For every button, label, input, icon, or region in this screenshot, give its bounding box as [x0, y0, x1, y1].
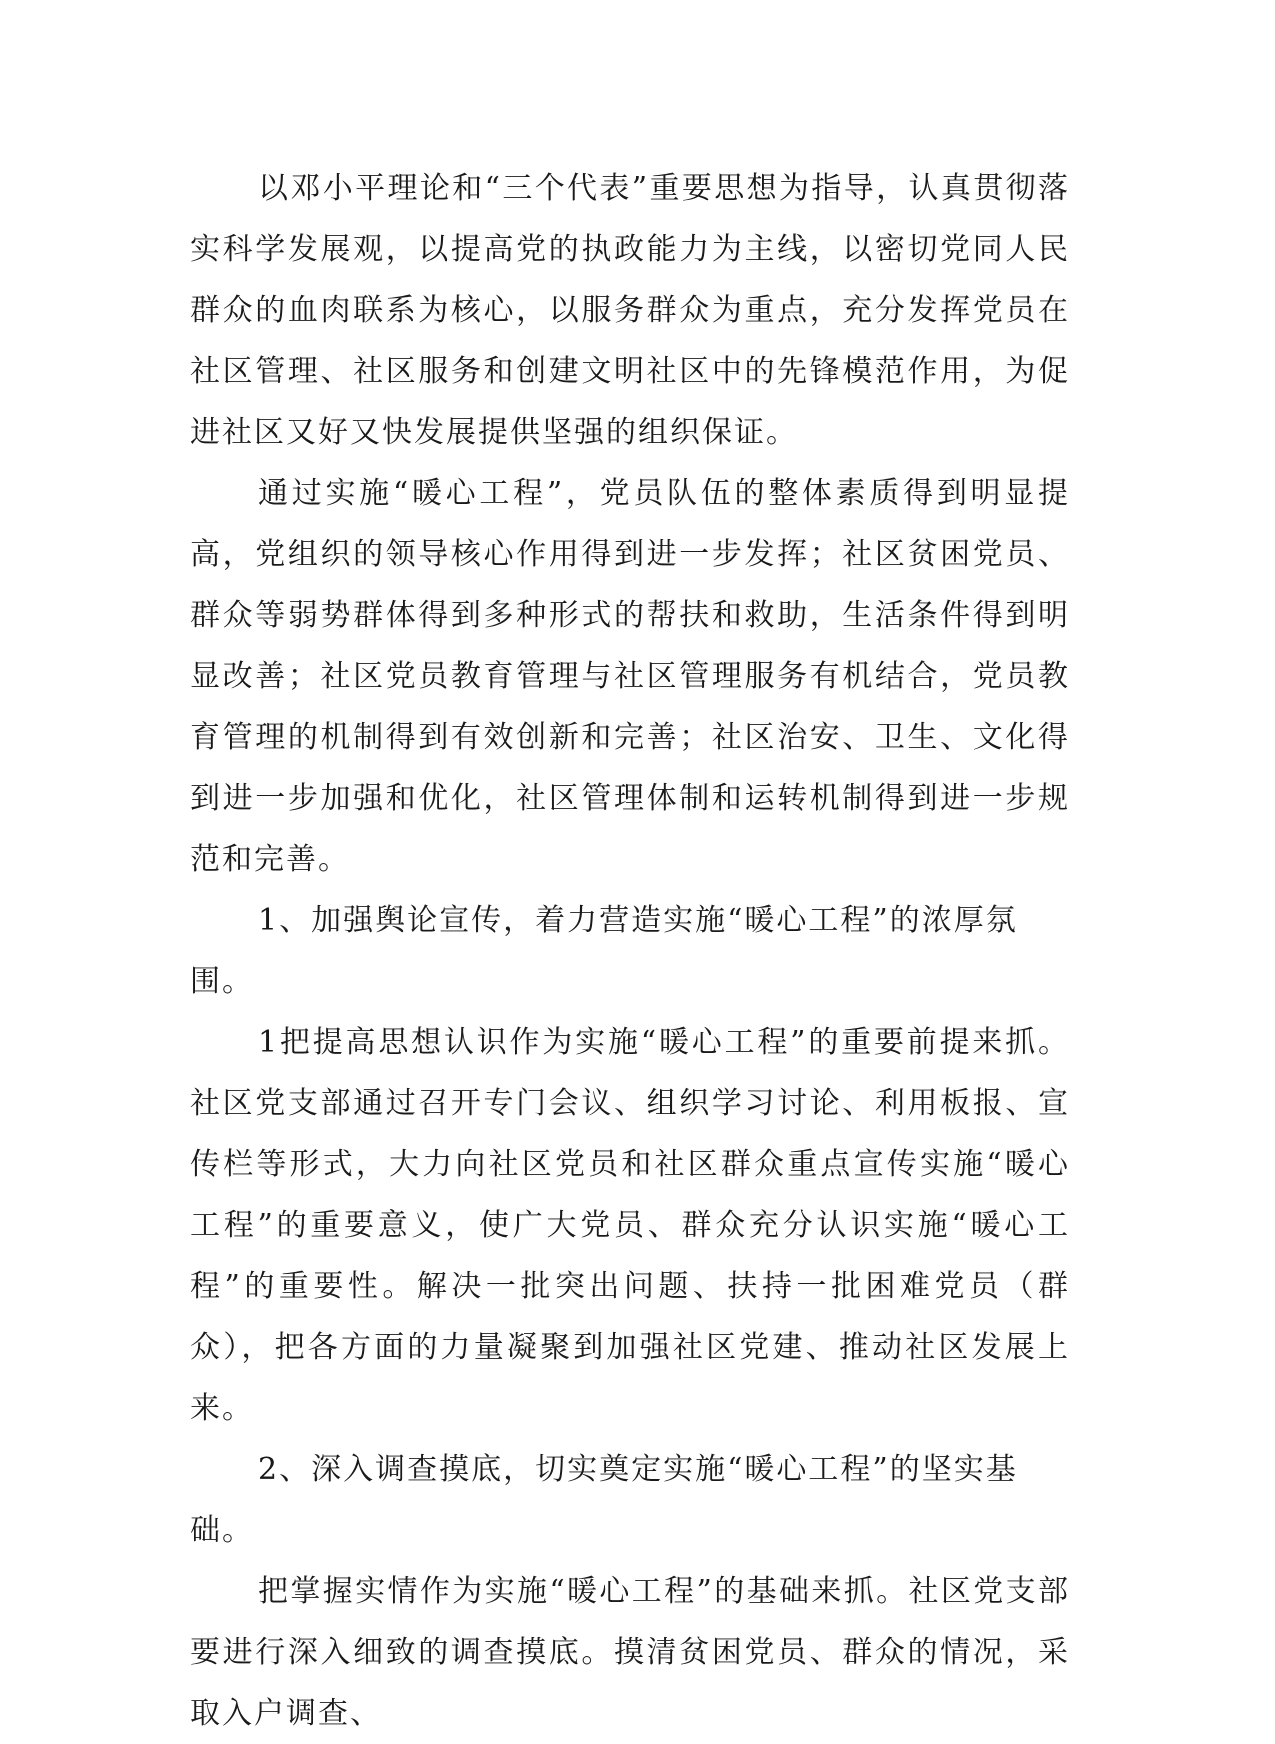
paragraph-publicity: 1把提高思想认识作为实施“暖心工程”的重要前提来抓。社区党支部通过召开专门会议、组织学习讨论、利用板报、宣传栏等形式，大力向社区党员和社区群众重点宣传实施“暖心工程”的重要意义，使广大党员、群众充分认识实施“暖心工程”的重要性。解决一批突出问题、扶持一批困难党员（群众），把各方面的力量凝聚到加强社区党建、推动社区发展上来。: [190, 1025, 1070, 1426]
section-heading-1: 1、加强舆论宣传，着力营造实施“暖心工程”的浓厚氛围。: [190, 903, 1018, 999]
document-body: [190, 158, 1070, 1744]
paragraph-investigation: 把掌握实情作为实施“暖心工程”的基础来抓。社区党支部要进行深入细致的调查摸底。摸清贫困党员、群众的情况，采取入户调查、: [190, 1574, 1070, 1731]
paragraph-guiding-ideology: 以邓小平理论和“三个代表”重要思想为指导，认真贯彻落实科学发展观，以提高党的执政能力为主线，以密切党同人民群众的血肉联系为核心，以服务群众为重点，充分发挥党员在社区管理、社区服务和创建文明社区中的先锋模范作用，为促进社区又好又快发展提供坚强的组织保证。: [190, 171, 1070, 450]
paragraph-goals: 通过实施“暖心工程”，党员队伍的整体素质得到明显提高，党组织的领导核心作用得到进一步发挥；社区贫困党员、群众等弱势群体得到多种形式的帮扶和救助，生活条件得到明显改善；社区党员教育管理与社区管理服务有机结合，党员教育管理的机制得到有效创新和完善；社区治安、卫生、文化得到进一步加强和优化，社区管理体制和运转机制得到进一步规范和完善。: [190, 476, 1070, 877]
section-heading-2: 2、深入调查摸底，切实奠定实施“暖心工程”的坚实基础。: [190, 1452, 1018, 1548]
